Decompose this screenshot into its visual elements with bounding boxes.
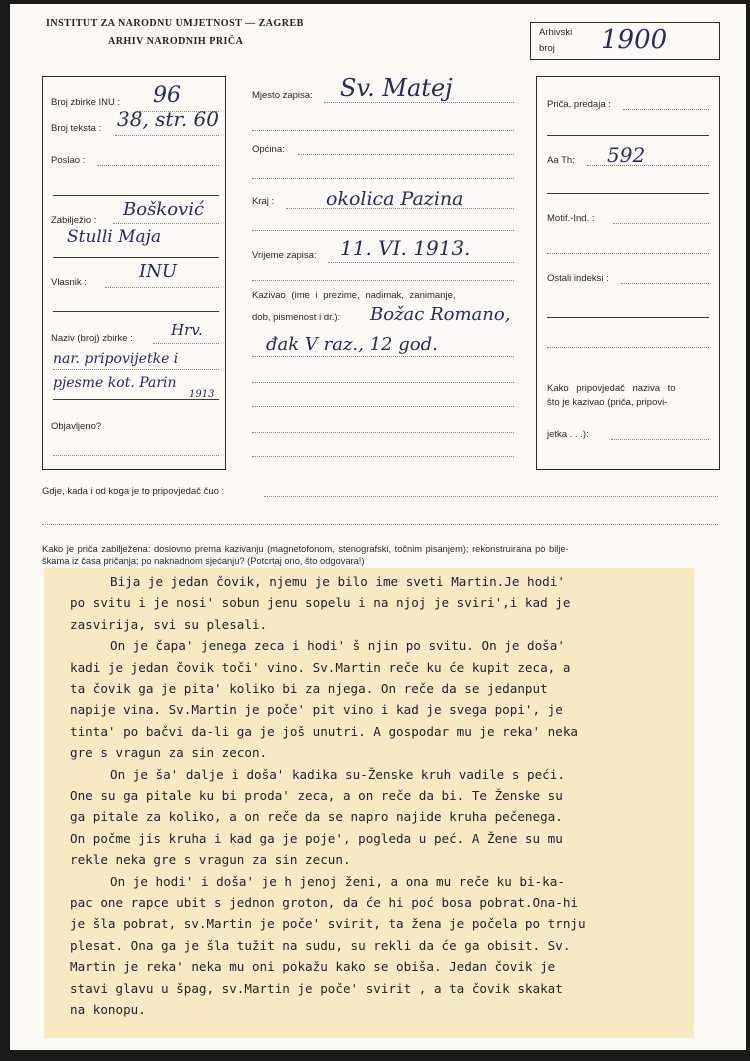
story-line: stavi glavu u špag, sv.Martin je poče' svirit , a ta čovik skakat [70, 980, 563, 996]
story-line: gre s vragun za sin zecon. [70, 745, 268, 761]
archive-title: ARHIV NARODNIH PRIČA [108, 36, 244, 47]
aa-th-value: 592 [607, 143, 646, 167]
story-line: On je čapa' jenega zeca i hodi' š njin po svitu. On je doša' [110, 638, 565, 654]
story-line: On je hodi' i doša' je h jenoj ženi, a ona mu reče ku bi-ka- [110, 873, 565, 889]
broj-label: broj [539, 43, 555, 54]
ostali-label: Ostali indeksi : [547, 273, 609, 284]
vrijeme-value: 11. VI. 1913. [340, 236, 471, 260]
story-line: na konopu. [70, 1002, 146, 1017]
story-line: plesat. Ona ga je šla tužit na sudu, su rekli da će ga obisit. Sv. [70, 937, 571, 953]
archive-number-box [530, 22, 720, 60]
objavljeno-label: Objavljeno? [51, 421, 102, 432]
zabiljezio-value-1: Bošković [123, 199, 205, 220]
kako-label-2: što je kazivao (priča, pripovi- [547, 397, 668, 408]
broj-zbirke-value: 96 [153, 83, 181, 108]
broj-zbirke-label: Broj zbirke INU : [51, 97, 121, 108]
broj-teksta-value: 38, str. 60 [117, 107, 219, 131]
kraj-label: Kraj : [252, 196, 275, 207]
story-line: ta čovik ga je pita' koliko bi za njega. On reče da se jedanput [70, 681, 548, 696]
instructions-line-1: Kako je priča zabilježena: doslovno prema kazivanju (magnetofonom, stenografski, točnim pisanjem); rekonstruirana po bilje- [42, 544, 569, 554]
motif-label: Motif.-Ind. : [547, 213, 595, 224]
vlasnik-value: INU [139, 261, 178, 282]
story-line: On počme jis kruha i kad ga je poje', pogleda u peć. A Žene su mu [70, 830, 563, 846]
naziv-value-2: nar. pripovijetke i [53, 351, 179, 367]
institution-title: INSTITUT ZA NARODNU UMJETNOST — ZAGREB [46, 18, 304, 29]
left-panel [42, 76, 226, 470]
story-line: One su ga pitale ku bi proda' zeca, a on reče da bi. Te Ženske su [70, 788, 563, 803]
naziv-label: Naziv (broj) zbirke : [51, 333, 133, 344]
vlasnik-label: Vlasnik : [51, 277, 87, 288]
mjesto-label: Mjesto zapisa: [252, 90, 313, 101]
story-line: ga pitale za koliko, a on reče da se napro najide kruha pečenega. [70, 809, 563, 825]
broj-teksta-label: Broj teksta : [51, 123, 102, 134]
story-line: zasvirija, svi su plesali. [70, 616, 268, 632]
archive-number: 1900 [601, 25, 668, 55]
right-panel [536, 76, 720, 470]
prica-label: Priča, predaja : [547, 99, 611, 110]
instructions-line-2: škama iz časa pričanja; po naknadnom sjećanju? (Potcrtaj ono, što odgovara!) [42, 556, 365, 566]
story-line: tinta' po bačvi da-li ga je još unutri. A gospodar mu je reka' neka [70, 723, 578, 739]
kazivao-value-2: đak V raz., 12 god. [266, 334, 438, 355]
naziv-value-3: pjesme kot. Parin [53, 375, 177, 391]
story-line: Martin je reka' neka mu oni pokažu kako se obiša. Jedan čovik je [70, 959, 556, 975]
story-line: Bija je jedan čovik, njemu je bilo ime sveti Martin.Je hodi' [110, 574, 565, 589]
story-line: rekle neka gre s vragun za sin zecun. [70, 852, 351, 868]
vrijeme-label: Vrijeme zapisa: [252, 250, 317, 261]
aa-th-label: Aa Th: [547, 155, 575, 166]
story-line: pac one rapce ubit s jednon groton, da će hi poć bosa pobrat.Ona-hi [70, 895, 578, 910]
zabiljezio-value-2: Stulli Maja [67, 227, 162, 247]
story-line: On je ša' dalje i doša' kadika su-Ženske kruh vadile s peći. [110, 766, 565, 782]
naziv-value-1: Hrv. [171, 321, 203, 339]
kako-label-3: jetka . . .): [547, 429, 589, 440]
arhivski-label: Arhivski [539, 27, 573, 38]
kazivao-value-1: Božac Romano, [370, 304, 511, 325]
kazivao-label-1: Kazivao (ime i prezime, nadimak, zanimanje, [252, 290, 456, 301]
mjesto-value: Sv. Matej [340, 74, 453, 102]
naziv-year: 1913 [189, 389, 215, 400]
story-line: po svitu i je nosi' sobun jenu sopelu i na njoj je sviri',i kad je [70, 595, 571, 611]
zabiljezio-label: Zabilježio : [51, 215, 97, 226]
story-line: kadi je jedan čovik toči' vino. Sv.Martin reče ku će kupit zeca, a [70, 659, 571, 675]
opcina-label: Općina: [252, 144, 285, 155]
kraj-value: okolica Pazina [326, 188, 464, 210]
kako-label-1: Kako pripovjedač naziva to [547, 383, 676, 394]
kazivao-label-2: dob, pismenost i dr.): [252, 312, 341, 323]
poslao-label: Poslao : [51, 155, 86, 166]
story-line: napije vina. Sv.Martin je poče' pit vino i kad je svega popi', je [70, 702, 563, 718]
story-line: je šla pobrat, sv.Martin je poče' svirit, ta žena je počela po trnju [70, 916, 586, 932]
gdje-label: Gdje, kada i od koga je to pripovjedač čuo : [42, 486, 225, 497]
